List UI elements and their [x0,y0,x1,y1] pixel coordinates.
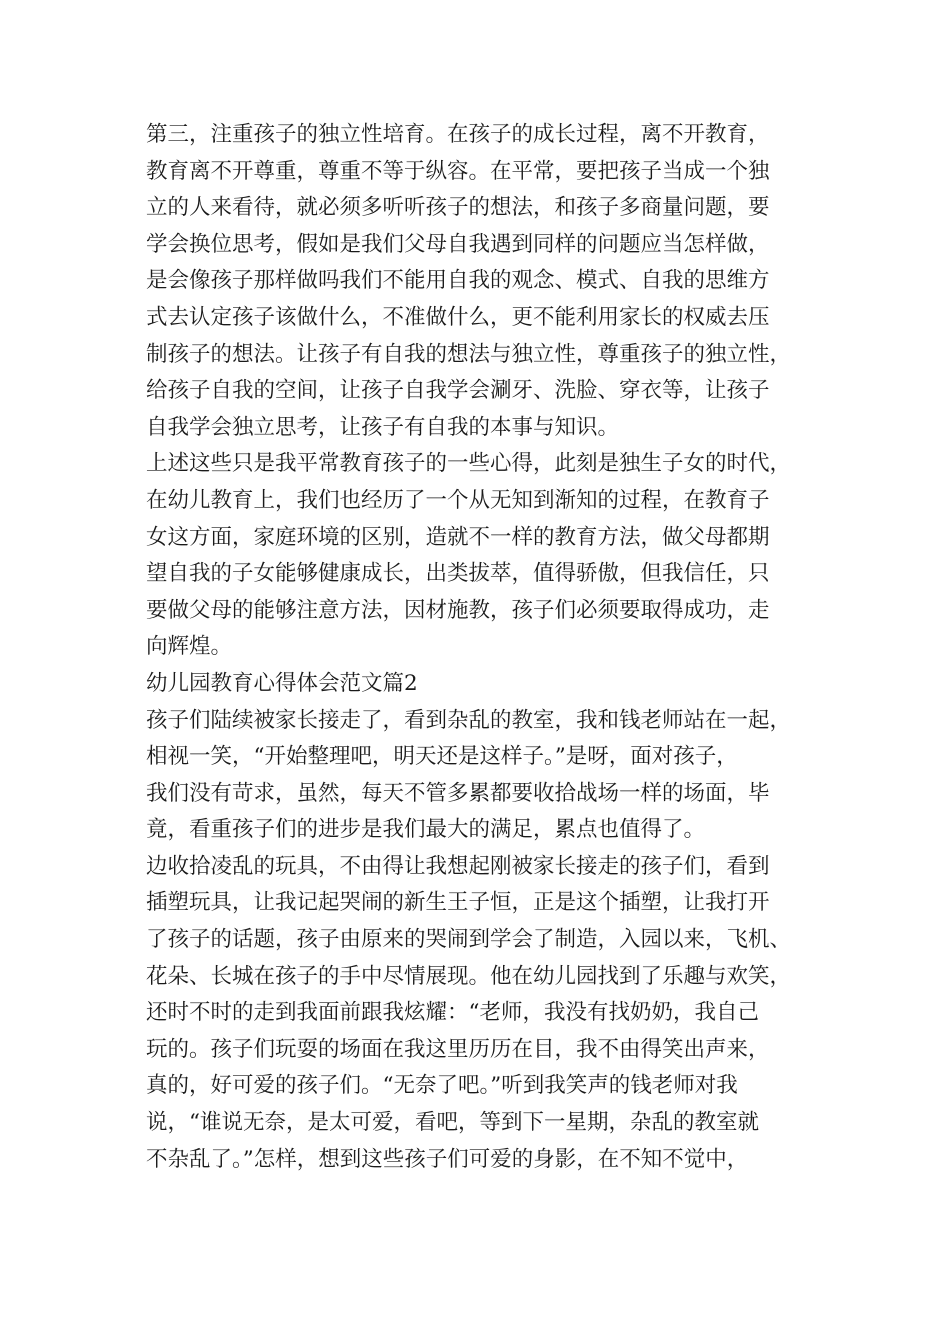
text-line: 插塑玩具，让我记起哭闹的新生王子恒，正是这个插塑，让我打开 [146,890,770,916]
text-line: 女这方面，家庭环境的区别，造就不一样的教育方法，做父母都期 [146,524,770,550]
text-line: 望自我的子女能够健康成长，出类拔萃，值得骄傲，但我信任，只 [146,561,770,587]
text-line: 自我学会独立思考，让孩子有自我的本事与知识。 [146,414,620,440]
text-line: 给孩子自我的空间，让孩子自我学会涮牙、洗脸、穿衣等，让孩子 [146,378,770,404]
text-line: 相视一笑，“开始整理吧，明天还是这样子。”是呀，面对孩子， [146,744,738,770]
text-line: 制孩子的想法。让孩子有自我的想法与独立性，尊重孩子的独立性， [146,341,792,367]
text-line: 是会像孩子那样做吗我们不能用自我的观念、模式、自我的思维方 [146,268,770,294]
text-line: 边收拾凌乱的玩具，不由得让我想起刚被家长接走的孩子们，看到 [146,853,770,879]
text-line: 了孩子的话题，孩子由原来的哭闹到学会了制造，入园以来，飞机、 [146,927,792,953]
text-line: 玩的。孩子们玩耍的场面在我这里历历在目，我不由得笑出声来， [146,1036,770,1062]
text-line: 教育离不开尊重，尊重不等于纵容。在平常，要把孩子当成一个独 [146,158,770,184]
section-heading: 幼儿园教育心得体会范文篇2 [146,670,418,696]
text-line: 在幼儿教育上，我们也经历了一个从无知到渐知的过程，在教育子 [146,487,770,513]
text-line: 第三，注重孩子的独立性培育。在孩子的成长过程，离不开教育， [146,122,770,147]
text-line: 还时不时的走到我面前跟我炫耀：“老师，我没有找奶奶，我自己 [146,1000,759,1026]
text-line: 孩子们陆续被家长接走了，看到杂乱的教室，我和钱老师站在一起， [146,707,792,733]
text-line: 上述这些只是我平常教育孩子的一些心得，此刻是独生子女的时代， [146,451,792,477]
document-body [146,117,836,1178]
text-line: 式去认定孩子该做什么，不准做什么，更不能利用家长的权威去压 [146,304,770,330]
text-line: 竟，看重孩子们的进步是我们最大的满足，累点也值得了。 [146,817,706,843]
text-line: 向辉煌。 [146,634,233,660]
text-line: 不杂乱了。”怎样，想到这些孩子们可爱的身影，在不知不觉中， [146,1146,749,1172]
text-line: 立的人来看待，就必须多听听孩子的想法，和孩子多商量问题，要 [146,195,770,221]
text-line: 说，“谁说无奈，是太可爱，看吧，等到下一星期，杂乱的教室就 [146,1110,759,1136]
text-line: 花朵、长城在孩子的手中尽情展现。他在幼儿园找到了乐趣与欢笑， [146,963,792,989]
text-line: 我们没有苛求，虽然，每天不管多累都要收拾战场一样的场面，毕 [146,780,770,806]
text-line: 真的，好可爱的孩子们。“无奈了吧。”听到我笑声的钱老师对我 [146,1073,738,1099]
text-line: 学会换位思考，假如是我们父母自我遇到同样的问题应当怎样做， [146,231,770,257]
text-line: 要做父母的能够注意方法，因材施教，孩子们必须要取得成功，走 [146,597,770,623]
